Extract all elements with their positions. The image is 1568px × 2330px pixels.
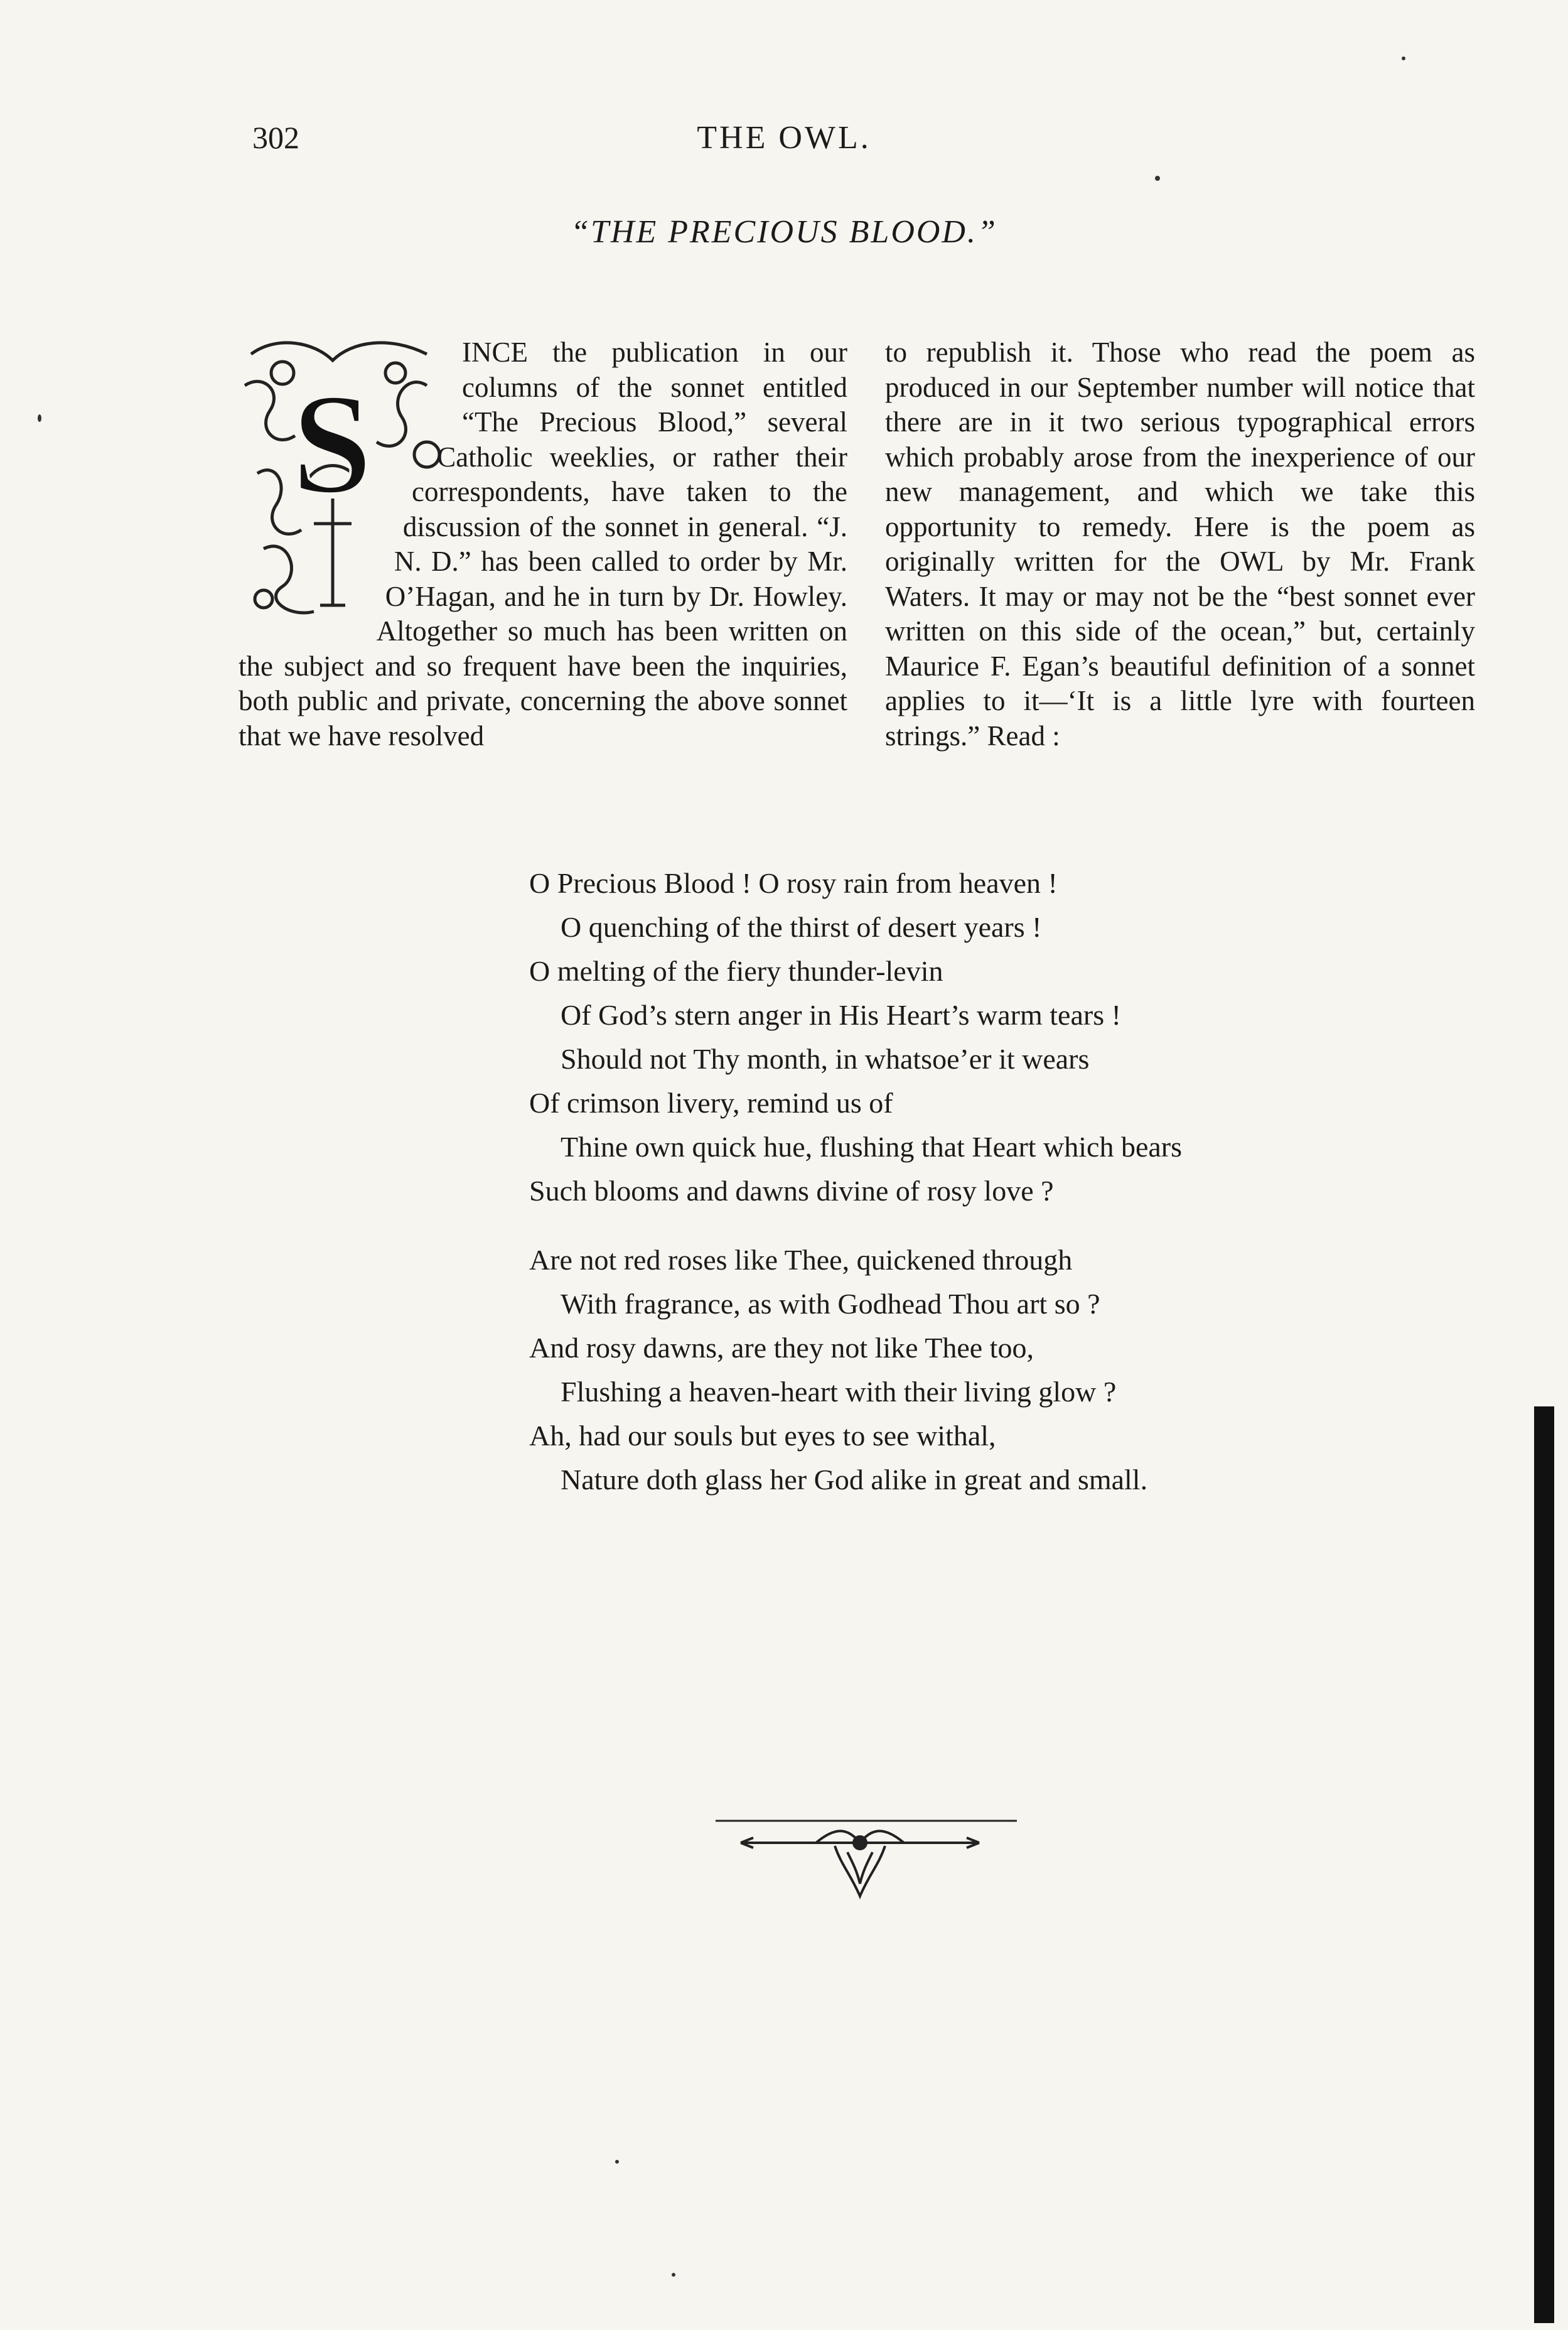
poem-line: Nature doth glass her God alike in great and small. [561, 1464, 1148, 1496]
poem-line: O melting of the fiery thunder-levin [529, 955, 943, 987]
fleuron-ornament-icon [690, 1815, 1029, 1912]
poem-line: Should not Thy month, in whatsoe’er it wears [561, 1043, 1090, 1075]
article-text-left: INCE the publication in our columns of the sonnet entitled “The Precious Blood,” several Catholic weeklies, or rather their correspondents, have taken to the discussion of the sonnet in general. “J. N. D.” has been called to order by Mr. O’Hagan, and he in turn by Dr. Howley. Altogether so much has been written on the subject and so frequent have been the inquiries, both public and private, concerning the above sonnet that we have resolved [239, 337, 847, 752]
scan-speck [1402, 57, 1405, 60]
article-column-right [885, 335, 1475, 753]
poem-line: O quenching of the thirst of desert years ! [561, 911, 1042, 943]
scan-speck [615, 2160, 619, 2164]
poem-line: Such blooms and dawns divine of rosy love ? [529, 1175, 1054, 1207]
poem-line: And rosy dawns, are they not like Thee too, [529, 1332, 1034, 1364]
poem-line: Of God’s stern anger in His Heart’s warm tears ! [561, 999, 1121, 1031]
scan-speck [1155, 176, 1160, 181]
poem-line: Ah, had our souls but eyes to see withal, [529, 1420, 996, 1452]
scan-speck [38, 414, 41, 422]
article-text-right: to republish it. Those who read the poem as produced in our September number will notice that there are in it two serious typographical errors which probably arose from the inexperience of our new management, and which we take this opportunity to remedy. Here is the poem as originally written for the OWL by Mr. Frank Waters. It may or may not be the “best sonnet ever written on this side of the ocean,” but, certainly Maurice F. Egan’s beautiful definition of a sonnet applies to it—‘It is a little lyre with fourteen strings.” Read : [885, 337, 1475, 752]
running-head: THE OWL. [697, 120, 871, 156]
poem-line: Of crimson livery, remind us of [529, 1087, 893, 1119]
article-title: “THE PRECIOUS BLOOD.” [571, 214, 997, 250]
article-column-left [239, 335, 847, 753]
poem-line: With fragrance, as with Godhead Thou art so ? [561, 1288, 1100, 1320]
poem-line: Thine own quick hue, flushing that Heart which bears [561, 1131, 1183, 1163]
scan-edge-shadow [1534, 1406, 1554, 2323]
sonnet [529, 861, 1408, 1502]
dropcap-letter: S [292, 364, 372, 524]
poem-line: O Precious Blood ! O rosy rain from heaven ! [529, 867, 1058, 899]
page-header [0, 119, 1568, 170]
poem-line: Are not red roses like Thee, quickened through [529, 1244, 1073, 1276]
scan-speck [672, 2273, 675, 2277]
poem-line: Flushing a heaven-heart with their living glow ? [561, 1376, 1117, 1408]
page-number: 302 [252, 120, 299, 155]
